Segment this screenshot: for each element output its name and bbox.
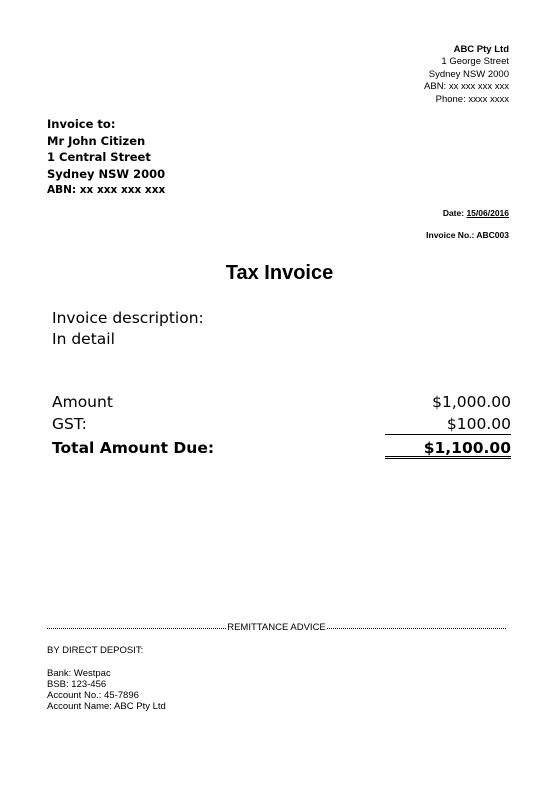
company-name: ABC Pty Ltd [453,44,509,55]
description-line-2: In detail [52,330,115,348]
company-abn: ABN: xx xxx xxx xxx [424,81,509,93]
totals-block [52,391,511,459]
bank-bsb: BSB: 123-456 [47,679,107,690]
bank-account-number: Account No.: 45-7896 [47,690,139,701]
customer-name: Mr John Citizen [47,133,146,148]
company-street: 1 George Street [441,56,509,68]
invoice-description [52,308,204,350]
gst-label: GST: [52,415,87,433]
customer-abn: ABN: xx xxx xxx xxx [47,184,166,197]
bank-details [47,668,166,712]
customer-street: 1 Central Street [47,150,151,165]
invoice-to-label: Invoice to: [47,117,116,131]
company-details [424,44,509,106]
remittance-divider [47,622,506,634]
customer-city: Sydney NSW 2000 [47,166,166,181]
company-city: Sydney NSW 2000 [428,68,509,80]
amount-row [52,391,511,413]
deposit-method: BY DIRECT DEPOSIT: [47,645,144,656]
invoice-meta [426,207,509,241]
gst-row [52,413,511,435]
amount-label: Amount [52,393,113,411]
total-row [52,437,511,459]
description-line-1: Invoice description: [52,309,204,327]
bank-account-name: Account Name: ABC Pty Ltd [47,701,166,712]
date-label: Date: [442,208,465,218]
invoice-number-value: ABC003 [476,230,509,240]
bank-name: Bank: Westpac [47,668,111,679]
gst-value: $100.00 [385,413,511,435]
total-label: Total Amount Due: [52,439,215,457]
total-value: $1,100.00 [385,437,511,459]
invoice-to-block [47,116,165,199]
invoice-number-row [426,229,509,241]
remittance-label: REMITTANCE ADVICE [227,622,326,633]
company-phone: Phone: xxxx xxxx [435,93,509,105]
amount-value: $1,000.00 [432,393,511,411]
document-title: Tax Invoice [225,262,334,284]
dotted-line-left [47,628,226,629]
invoice-number-label: Invoice No.: [426,230,475,240]
dotted-line-right [327,628,506,629]
date-row [426,207,509,219]
date-value: 15/06/2016 [466,208,509,218]
